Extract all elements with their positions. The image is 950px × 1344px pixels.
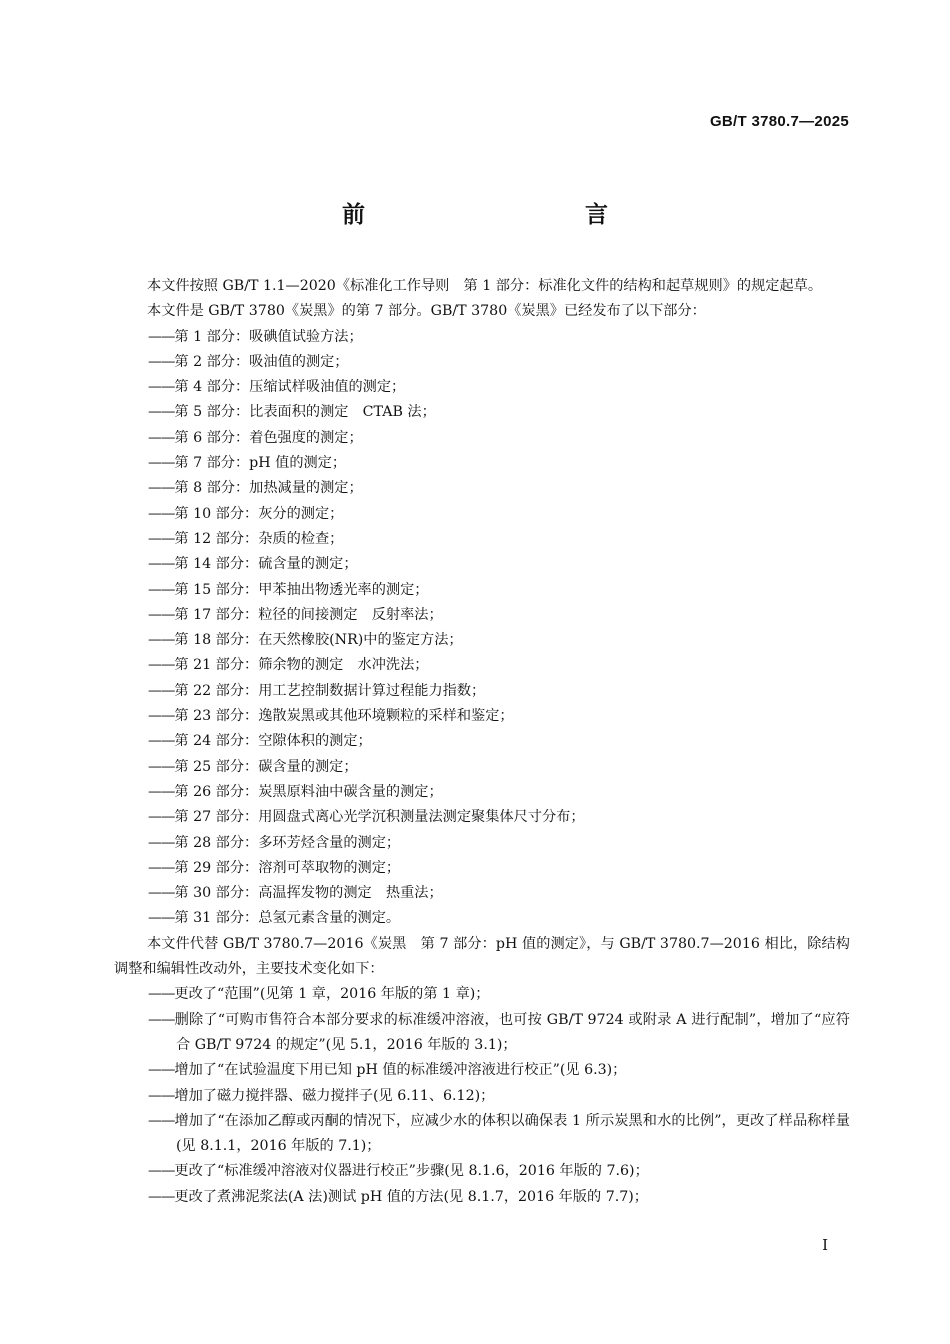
list-dash: ——: [148, 455, 175, 472]
list-item-text: 第 8 部分：加热减量的测定；: [174, 480, 363, 497]
list-item-text: 增加了“在添加乙醇或丙酮的情况下，应减少水的体积以确保表 1 所示炭黑和水的比例”，更改了样品称样量(见 8.1.1，2016 年版的 7.1)；: [174, 1112, 850, 1155]
list-item-text: 第 6 部分：着色强度的测定；: [174, 429, 363, 446]
list-item-text: 第 1 部分：吸碘值试验方法；: [174, 328, 363, 345]
part-list-item: [114, 527, 850, 552]
part-list-item: [114, 704, 850, 729]
list-dash: ——: [148, 1112, 175, 1129]
list-dash: ——: [148, 581, 175, 598]
list-item-text: 删除了“可购市售符合本部分要求的标准缓冲溶液，也可按 GB/T 9724 或附录 A 进行配制”，增加了“应符合 GB/T 9724 的规定”(见 5.1，2016 年版的 3.1)；: [174, 1011, 850, 1053]
list-item-text: 第 7 部分：pH 值的测定；: [174, 455, 347, 472]
change-list-item: [114, 1058, 850, 1083]
list-dash: ——: [148, 353, 175, 370]
page-number: I: [822, 1236, 828, 1254]
list-item-text: 第 4 部分：压缩试样吸油值的测定；: [174, 379, 406, 396]
list-item-text: 第 27 部分：用圆盘式离心光学沉积测量法测定聚集体尺寸分布；: [174, 809, 585, 826]
list-item-text: 更改了“标准缓冲溶液对仪器进行校正”步骤(见 8.1.6，2016 年版的 7.6)；: [174, 1163, 649, 1180]
list-item-text: 更改了煮沸泥浆法(A 法)测试 pH 值的方法(见 8.1.7，2016 年版的 7.7)；: [174, 1188, 648, 1205]
list-dash: ——: [148, 328, 175, 345]
list-dash: ——: [148, 480, 175, 497]
list-item-text: 第 12 部分：杂质的检查；: [174, 530, 344, 547]
changes-list: [114, 982, 850, 1210]
part-list-item: [114, 502, 850, 527]
list-dash: ——: [148, 1163, 175, 1180]
part-list-item: [114, 906, 850, 931]
list-item-text: 第 18 部分：在天然橡胶(NR)中的鉴定方法；: [174, 632, 463, 649]
part-list-item: [114, 831, 850, 856]
part-list-item: [114, 603, 850, 628]
list-dash: ——: [148, 1011, 175, 1028]
list-item-text: 第 2 部分：吸油值的测定；: [174, 353, 349, 370]
list-dash: ——: [148, 429, 175, 446]
part-list-item: [114, 476, 850, 501]
list-dash: ——: [148, 404, 175, 421]
list-item-text: 增加了磁力搅拌器、磁力搅拌子(见 6.11、6.12)；: [174, 1087, 495, 1104]
part-list-item: [114, 426, 850, 451]
change-list-item: [114, 1185, 850, 1210]
list-item-text: 第 5 部分：比表面积的测定 CTAB 法；: [174, 404, 436, 421]
body-text: [114, 274, 850, 1210]
list-item-text: 第 10 部分：灰分的测定；: [174, 505, 344, 522]
list-dash: ——: [148, 859, 175, 876]
list-item-text: 第 17 部分：粒径的间接测定 反射率法；: [174, 606, 443, 623]
change-list-item: [114, 982, 850, 1007]
list-item-text: 第 22 部分：用工艺控制数据计算过程能力指数；: [174, 682, 486, 699]
part-list-item: [114, 881, 850, 906]
change-list-item: [114, 1008, 850, 1059]
list-dash: ——: [148, 530, 175, 547]
list-item-text: 第 28 部分：多环芳烃含量的测定；: [174, 834, 401, 851]
part-list-item: [114, 653, 850, 678]
part-list-item: [114, 755, 850, 780]
list-dash: ——: [148, 1062, 175, 1079]
list-item-text: 第 21 部分：筛余物的测定 水冲洗法；: [174, 657, 429, 674]
list-item-text: 第 25 部分：碳含量的测定；: [174, 758, 358, 775]
list-item-text: 第 29 部分：溶剂可萃取物的测定；: [174, 859, 401, 876]
list-dash: ——: [148, 1087, 175, 1104]
list-dash: ——: [148, 657, 175, 674]
document-code: GB/T 3780.7—2025: [709, 113, 849, 130]
list-dash: ——: [148, 733, 175, 750]
list-dash: ——: [148, 834, 175, 851]
change-list-item: [114, 1159, 850, 1184]
change-list-item: [114, 1109, 850, 1160]
list-dash: ——: [148, 758, 175, 775]
replace-paragraph: 本文件代替 GB/T 3780.7—2016《炭黑 第 7 部分：pH 值的测定》，与 GB/T 3780.7—2016 相比，除结构调整和编辑性改动外，主要技术变化如下：: [114, 935, 850, 978]
list-item-text: 第 24 部分：空隙体积的测定；: [174, 733, 372, 750]
part-list-item: [114, 325, 850, 350]
part-list-item: [114, 552, 850, 577]
list-dash: ——: [148, 809, 175, 826]
list-dash: ——: [148, 986, 175, 1003]
list-item-text: 第 14 部分：硫含量的测定；: [174, 556, 358, 573]
part-list-item: [114, 451, 850, 476]
part-list-item: [114, 400, 850, 425]
list-dash: ——: [148, 910, 175, 927]
list-dash: ——: [148, 708, 175, 725]
list-dash: ——: [148, 783, 175, 800]
list-dash: ——: [148, 606, 175, 623]
list-dash: ——: [148, 505, 175, 522]
part-list-item: [114, 679, 850, 704]
part-list-item: [114, 780, 850, 805]
part-list-item: [114, 350, 850, 375]
list-dash: ——: [148, 885, 175, 902]
part-list-item: [114, 805, 850, 830]
list-dash: ——: [148, 632, 175, 649]
list-item-text: 增加了“在试验温度下用已知 pH 值的标准缓冲溶液进行校正”(见 6.3)；: [174, 1062, 627, 1079]
list-dash: ——: [148, 1188, 175, 1205]
parts-list: [114, 325, 850, 932]
part-list-item: [114, 578, 850, 603]
list-dash: ——: [148, 556, 175, 573]
intro-paragraph-parts: 本文件是 GB/T 3780《炭黑》的第 7 部分。GB/T 3780《炭黑》已经发布了以下部分：: [147, 303, 706, 320]
page-title: 前 言: [342, 202, 666, 228]
part-list-item: [114, 628, 850, 653]
intro-paragraph-drafting: 本文件按照 GB/T 1.1—2020《标准化工作导则 第 1 部分：标准化文件的结构和起草规则》的规定起草。: [147, 278, 823, 294]
list-item-text: 第 31 部分：总氢元素含量的测定。: [174, 910, 401, 927]
change-list-item: [114, 1084, 850, 1109]
part-list-item: [114, 729, 850, 754]
part-list-item: [114, 375, 850, 400]
list-item-text: 第 23 部分：逸散炭黑或其他环境颗粒的采样和鉴定；: [174, 708, 514, 725]
list-dash: ——: [148, 682, 175, 699]
part-list-item: [114, 856, 850, 881]
list-item-text: 第 30 部分：高温挥发物的测定 热重法；: [174, 885, 443, 902]
list-item-text: 更改了“范围”(见第 1 章，2016 年版的第 1 章)；: [174, 986, 490, 1003]
list-item-text: 第 15 部分：甲苯抽出物透光率的测定；: [174, 581, 429, 598]
list-dash: ——: [148, 379, 175, 396]
list-item-text: 第 26 部分：炭黑原料油中碳含量的测定；: [174, 783, 443, 800]
